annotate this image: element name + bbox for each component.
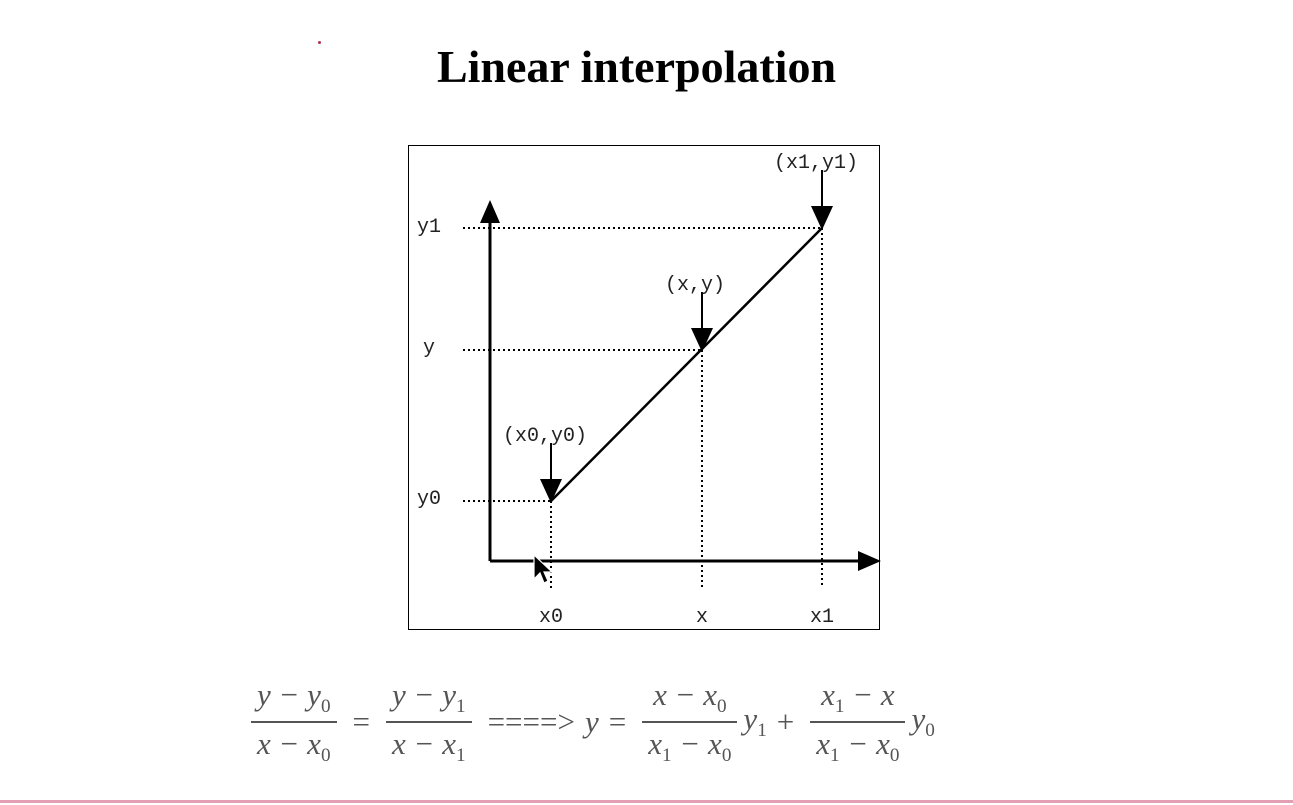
interpolation-formula <box>245 676 935 767</box>
middle-numerator: $y - y_1$ <box>392 676 466 717</box>
y0-term: $y_0$ <box>911 701 935 742</box>
equals-sign-2: = <box>608 704 627 739</box>
y1-label: y1 <box>417 216 442 239</box>
point-xy-label: (x,y) <box>664 274 726 297</box>
slide-title: Linear interpolation <box>436 41 837 92</box>
p0-arrowhead <box>540 479 562 503</box>
right-fraction-1-denominator: $x_1 - x_0$ <box>642 721 737 767</box>
diagram-svg <box>409 146 881 631</box>
interpolation-diagram <box>408 145 880 630</box>
point-x1y1-label: (x1,y1) <box>773 152 859 175</box>
lhs-denominator: $x - x_0$ <box>251 721 337 767</box>
bottom-divider <box>0 800 1293 803</box>
mouse-cursor-icon <box>533 554 555 586</box>
x1-label: x1 <box>809 606 835 629</box>
lhs-fraction <box>251 677 337 767</box>
implies-arrow: ====> <box>487 704 575 739</box>
equals-sign: = <box>352 704 371 739</box>
y0-label: y0 <box>417 488 442 511</box>
y1-term: $y_1$ <box>743 701 767 742</box>
x-label: x <box>695 606 709 629</box>
right-fraction-2-denominator: $x_1 - x_0$ <box>810 721 905 767</box>
y-label: y <box>423 337 436 360</box>
p1-arrowhead <box>811 206 833 230</box>
plus-sign: + <box>776 704 795 739</box>
lhs-numerator: $y - y_0$ <box>257 676 331 717</box>
point-x0y0-label: (x0,y0) <box>502 425 588 448</box>
right-fraction-1 <box>642 677 737 767</box>
right-fraction-1-numerator: $x - x_0$ <box>653 676 727 717</box>
y-axis-arrowhead <box>480 200 500 223</box>
middle-denominator: $x - x_1$ <box>386 721 472 767</box>
right-fraction-2-numerator: $x_1 - x$ <box>821 676 895 717</box>
x-axis-arrowhead <box>858 551 881 571</box>
interpolation-line <box>551 228 822 501</box>
middle-fraction <box>386 677 472 767</box>
result-y: y <box>585 704 599 739</box>
x0-label: x0 <box>538 606 564 629</box>
right-fraction-2 <box>810 677 905 767</box>
